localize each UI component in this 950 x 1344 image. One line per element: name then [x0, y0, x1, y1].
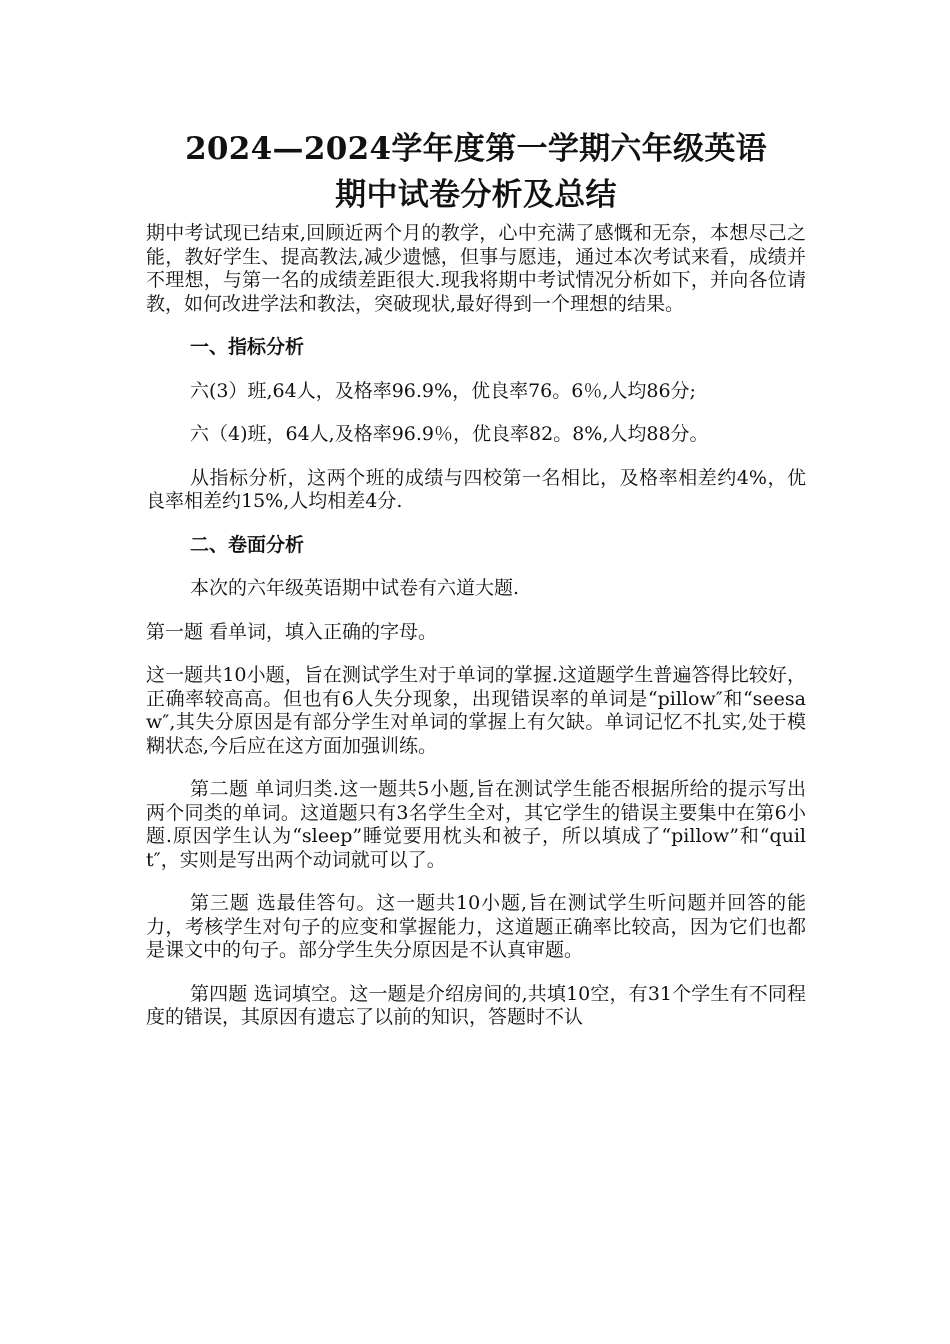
- question-2-analysis: 第二题 单词归类.这一题共5小题,旨在测试学生能否根据所给的提示写出两个同类的单词。这道题只有3名学生全对，其它学生的错误主要集中在第6小题.原因学生认为“sleep”睡觉要用枕头和被子，所以填成了“pillow”和“quilt″，实则是写出两个动词就可以了。: [146, 778, 806, 871]
- document-title: [146, 126, 806, 218]
- class-3-stats: 六(3）班,64人，及格率96.9%，优良率76。6％,人均86分;: [190, 379, 696, 402]
- title-line-1: 2024—2024学年度第一学期六年级英语: [185, 131, 767, 167]
- document-page: [146, 126, 806, 1336]
- intro-paragraph: 期中考试现已结束,回顾近两个月的教学，心中充满了感慨和无奈，本想尽己之能，教好学生、提高教法,减少遗憾，但事与愿违，通过本次考试来看，成绩并不理想，与第一名的成绩差距很大.现我将期中考试情况分析如下，并向各位请教，如何改进学法和教法，突破现状,最好得到一个理想的结果。: [146, 222, 806, 315]
- question-1-analysis: 这一题共10小题，旨在测试学生对于单词的掌握.这道题学生普遍答得比较好，正确率较高高。但也有6人失分现象，出现错误率的单词是“pillow″和“seesaw″,其失分原因是有部分学生对单词的掌握上有欠缺。单词记忆不扎实,处于模糊状态,今后应在这方面加强训练。: [146, 664, 806, 757]
- question-1-title: 第一题 看单词，填入正确的字母。: [146, 620, 438, 643]
- question-3-analysis: 第三题 选最佳答句。这一题共10小题,旨在测试学生听问题并回答的能力，考核学生对句子的应变和掌握能力，这道题正确率比较高，因为它们也都是课文中的句子。部分学生失分原因是不认真审题。: [146, 892, 806, 961]
- title-line-2: 期中试卷分析及总结: [335, 177, 617, 213]
- section-heading-indicators: 一、指标分析: [190, 336, 305, 358]
- comparison-paragraph: 从指标分析，这两个班的成绩与四校第一名相比，及格率相差约4%，优良率相差约15%,人均相差4分.: [146, 466, 806, 512]
- class-4-stats: 六（4)班，64人,及格率96.9％，优良率82。8%,人均88分。: [190, 423, 709, 445]
- section-heading-paper: 二、卷面分析: [190, 533, 305, 556]
- question-4-analysis: 第四题 选词填空。这一题是介绍房间的,共填10空，有31个学生有不同程度的错误，其原因有遗忘了以前的知识，答题时不认: [146, 982, 806, 1028]
- paper-overview: 本次的六年级英语期中试卷有六道大题.: [190, 577, 520, 599]
